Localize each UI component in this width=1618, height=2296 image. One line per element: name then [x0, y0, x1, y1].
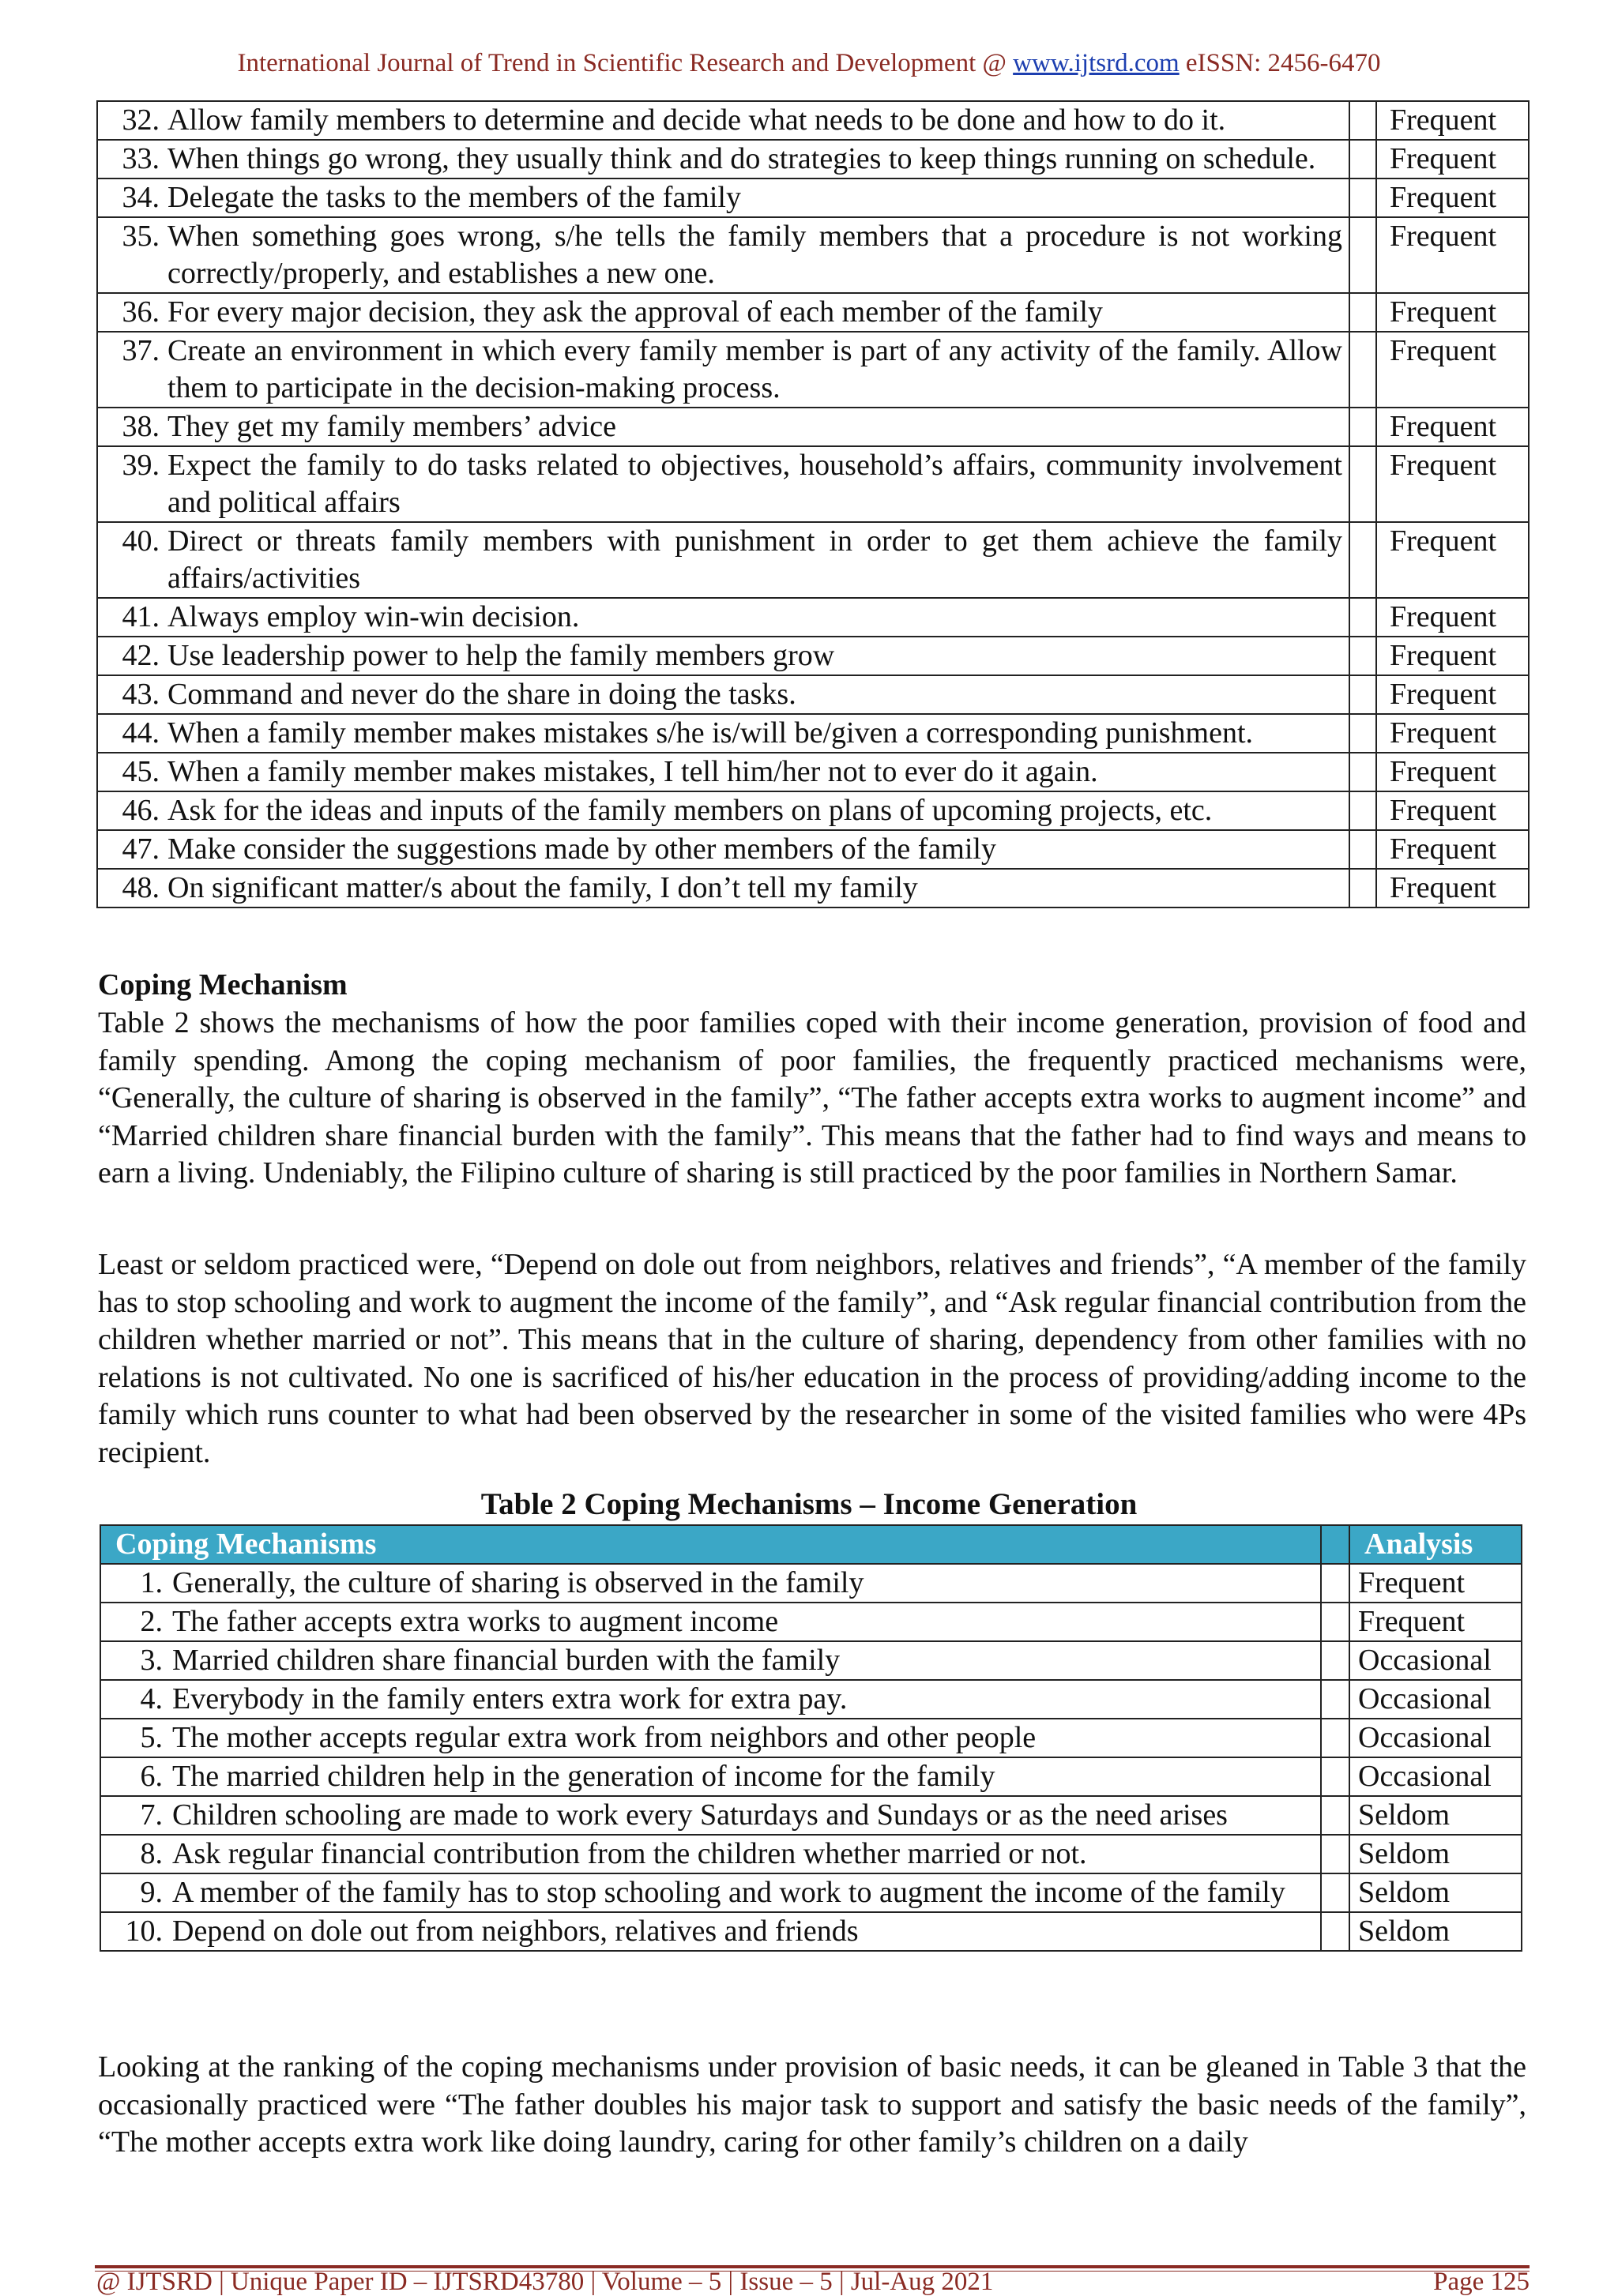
item-cell — [97, 791, 1349, 830]
item-text: When a family member makes mistakes, I tell him/her not to ever do it again. — [167, 755, 1098, 788]
item-wrapper — [104, 523, 1342, 597]
item-cell — [97, 140, 1349, 178]
item-wrapper — [104, 599, 1342, 636]
table-row — [100, 1757, 1522, 1796]
mechanism-cell — [100, 1603, 1321, 1641]
analysis-cell: Frequent — [1376, 598, 1529, 637]
page-footer — [96, 2268, 1530, 2296]
blank-cell — [1349, 714, 1376, 753]
item-cell — [97, 830, 1349, 869]
table-row — [97, 446, 1529, 522]
mechanism-number: 7. — [140, 1798, 163, 1832]
analysis-cell: Frequent — [1376, 522, 1529, 598]
blank-cell — [1349, 178, 1376, 217]
table-row — [100, 1835, 1522, 1873]
table-row — [100, 1796, 1522, 1835]
analysis-cell: Frequent — [1376, 791, 1529, 830]
mechanism-cell — [100, 1873, 1321, 1912]
item-number: 36. — [122, 295, 160, 329]
analysis-cell: Frequent — [1376, 140, 1529, 178]
item-wrapper — [104, 753, 1342, 791]
closing-paragraph: Looking at the ranking of the coping mechanisms under provision of basic needs, it can be gleaned in Table 3 that the occasionally practiced were “The father doubles his major task to support and satisfy the basic needs of the family”, “The mother accepts extra work like doing laundry, caring for other family’s children on a daily — [98, 2050, 1526, 2159]
mechanism-text: Everybody in the family enters extra work for extra pay. — [172, 1682, 848, 1715]
table-row — [97, 217, 1529, 293]
blank-cell — [1349, 522, 1376, 598]
item-cell — [97, 446, 1349, 522]
mechanism-text: The married children help in the generation of income for the family — [172, 1760, 995, 1793]
item-number: 41. — [122, 600, 160, 633]
analysis-cell: Occasional — [1349, 1680, 1522, 1719]
item-number: 46. — [122, 794, 160, 827]
mechanism-number: 5. — [140, 1721, 163, 1754]
mechanism-number: 4. — [140, 1682, 163, 1715]
table-row — [97, 293, 1529, 332]
analysis-cell: Frequent — [1376, 217, 1529, 293]
mechanism-number: 8. — [140, 1837, 163, 1870]
table-row — [97, 408, 1529, 446]
mechanism-cell — [100, 1680, 1321, 1719]
item-text: They get my family members’ advice — [167, 410, 617, 443]
item-text: Expect the family to do tasks related to objectives, household’s affairs, community involvement and political affairs — [167, 449, 1342, 519]
mechanism-number: 2. — [140, 1605, 163, 1638]
mechanism-text: Ask regular financial contribution from the children whether married or not. — [172, 1837, 1087, 1870]
mechanism-wrapper — [107, 1642, 1314, 1679]
item-text: On significant matter/s about the family, I don’t tell my family — [167, 871, 918, 904]
item-number: 35. — [122, 220, 160, 253]
mechanism-cell — [100, 1719, 1321, 1757]
table-row — [97, 830, 1529, 869]
mechanism-text: Children schooling are made to work every Saturdays and Sundays or as the need arises — [172, 1798, 1228, 1832]
mechanism-number: 10. — [125, 1915, 163, 1948]
journal-url-link[interactable]: www.ijtsrd.com — [1013, 49, 1180, 77]
table-row — [100, 1873, 1522, 1912]
item-number: 48. — [122, 871, 160, 904]
analysis-cell: Frequent — [1376, 830, 1529, 869]
header-coping-mechanisms: Coping Mechanisms — [100, 1525, 1321, 1564]
analysis-cell: Frequent — [1376, 332, 1529, 408]
item-wrapper — [104, 831, 1342, 868]
mechanism-cell — [100, 1796, 1321, 1835]
analysis-cell: Frequent — [1376, 753, 1529, 791]
analysis-cell: Frequent — [1376, 637, 1529, 675]
table-row — [97, 178, 1529, 217]
analysis-cell: Frequent — [1376, 714, 1529, 753]
blank-cell — [1321, 1719, 1349, 1757]
item-wrapper — [104, 447, 1342, 521]
table-row — [100, 1603, 1522, 1641]
mechanism-number: 1. — [140, 1566, 163, 1599]
mechanism-text: A member of the family has to stop schooling and work to augment the income of the family — [172, 1876, 1285, 1909]
table-row — [97, 332, 1529, 408]
header-analysis: Analysis — [1349, 1525, 1522, 1564]
table-row — [100, 1912, 1522, 1951]
item-number: 47. — [122, 832, 160, 866]
coping-mechanisms-table — [100, 1524, 1522, 1952]
item-cell — [97, 408, 1349, 446]
mechanism-number: 3. — [140, 1644, 163, 1677]
blank-cell — [1321, 1564, 1349, 1603]
mechanism-wrapper — [107, 1565, 1314, 1602]
analysis-cell: Occasional — [1349, 1641, 1522, 1680]
item-text: Ask for the ideas and inputs of the family members on plans of upcoming projects, etc. — [167, 794, 1213, 827]
blank-cell — [1349, 408, 1376, 446]
mechanism-text: The father accepts extra works to augment income — [172, 1605, 779, 1638]
table-row — [97, 598, 1529, 637]
item-wrapper — [104, 715, 1342, 752]
mechanism-text: Depend on dole out from neighbors, relatives and friends — [172, 1915, 859, 1948]
analysis-cell: Occasional — [1349, 1719, 1522, 1757]
mechanism-text: Married children share financial burden with the family — [172, 1644, 841, 1677]
analysis-cell: Frequent — [1376, 408, 1529, 446]
table-header-row — [100, 1525, 1522, 1564]
mechanism-wrapper — [107, 1603, 1314, 1640]
blank-cell — [1349, 675, 1376, 714]
table-row — [97, 675, 1529, 714]
item-cell — [97, 101, 1349, 140]
paragraph-1: Table 2 shows the mechanisms of how the poor families coped with their income generation, provision of food and family spending. Among the coping mechanism of poor families, the frequently practiced mechanisms were, “Generally, the culture of sharing is observed in the family”, “The father accepts extra works to augment income” and “Married children share financial burden with the family”. This means that the father had to find ways and means to earn a living. Undeniably, the Filipino culture of sharing is still practiced by the poor families in Northern Samar. — [98, 1006, 1526, 1189]
item-wrapper — [104, 102, 1342, 139]
blank-cell — [1349, 830, 1376, 869]
header-issn: eISSN: 2456-6470 — [1179, 49, 1381, 77]
blank-cell — [1349, 446, 1376, 522]
item-cell — [97, 714, 1349, 753]
analysis-cell: Frequent — [1349, 1564, 1522, 1603]
mechanism-wrapper — [107, 1797, 1314, 1834]
blank-cell — [1349, 637, 1376, 675]
blank-cell — [1321, 1796, 1349, 1835]
mechanism-cell — [100, 1564, 1321, 1603]
mechanism-text: The mother accepts regular extra work from neighbors and other people — [172, 1721, 1037, 1754]
item-cell — [97, 675, 1349, 714]
mechanism-cell — [100, 1757, 1321, 1796]
item-text: Always employ win-win decision. — [167, 600, 580, 633]
blank-cell — [1349, 332, 1376, 408]
page-number: Page 125 — [1433, 2268, 1530, 2296]
item-wrapper — [104, 333, 1342, 407]
item-wrapper — [104, 792, 1342, 829]
table-row — [97, 140, 1529, 178]
mechanism-number: 9. — [140, 1876, 163, 1909]
blank-cell — [1321, 1912, 1349, 1951]
item-cell — [97, 637, 1349, 675]
item-number: 37. — [122, 334, 160, 367]
item-text: Create an environment in which every family member is part of any activity of the family. Allow them to participate in the decision-making process. — [167, 334, 1342, 404]
blank-cell — [1349, 140, 1376, 178]
analysis-cell: Occasional — [1349, 1757, 1522, 1796]
item-wrapper — [104, 179, 1342, 216]
item-number: 43. — [122, 678, 160, 711]
item-text: When something goes wrong, s/he tells the family members that a procedure is not working correctly/properly, and establishes a new one. — [167, 220, 1342, 290]
footer-citation: @ IJTSRD | Unique Paper ID – IJTSRD43780 | Volume – 5 | Issue – 5 | Jul-Aug 2021 — [96, 2268, 994, 2296]
mechanism-cell — [100, 1641, 1321, 1680]
item-text: For every major decision, they ask the approval of each member of the family — [167, 295, 1103, 329]
item-text: Delegate the tasks to the members of the family — [167, 181, 741, 214]
item-text: Allow family members to determine and decide what needs to be done and how to do it. — [167, 103, 1226, 137]
blank-cell — [1349, 753, 1376, 791]
item-cell — [97, 598, 1349, 637]
header-text: International Journal of Trend in Scientific Research and Development @ — [237, 49, 1014, 77]
table-2-title: Table 2 Coping Mechanisms – Income Generation — [480, 1487, 1138, 1521]
journal-header — [0, 49, 1618, 78]
mechanism-wrapper — [107, 1758, 1314, 1795]
item-cell — [97, 753, 1349, 791]
item-text: When a family member makes mistakes s/he is/will be/given a corresponding punishment. — [167, 716, 1254, 750]
item-cell — [97, 332, 1349, 408]
table-row — [100, 1641, 1522, 1680]
blank-cell — [1321, 1603, 1349, 1641]
blank-cell — [1349, 217, 1376, 293]
blank-cell — [1321, 1835, 1349, 1873]
item-number: 32. — [122, 103, 160, 137]
blank-cell — [1321, 1757, 1349, 1796]
item-wrapper — [104, 870, 1342, 907]
analysis-cell: Frequent — [1376, 101, 1529, 140]
mechanism-number: 6. — [140, 1760, 163, 1793]
item-text: Make consider the suggestions made by other members of the family — [167, 832, 996, 866]
table-row — [97, 869, 1529, 908]
mechanism-wrapper — [107, 1681, 1314, 1718]
mechanism-wrapper — [107, 1836, 1314, 1873]
table-row — [100, 1719, 1522, 1757]
item-number: 44. — [122, 716, 160, 750]
table-row — [100, 1564, 1522, 1603]
analysis-cell: Seldom — [1349, 1835, 1522, 1873]
item-wrapper — [104, 637, 1342, 675]
blank-cell — [1321, 1680, 1349, 1719]
item-number: 39. — [122, 449, 160, 482]
item-wrapper — [104, 141, 1342, 178]
item-cell — [97, 869, 1349, 908]
analysis-cell: Frequent — [1376, 675, 1529, 714]
item-wrapper — [104, 676, 1342, 713]
mechanism-wrapper — [107, 1874, 1314, 1911]
table-row — [97, 753, 1529, 791]
item-number: 40. — [122, 524, 160, 558]
item-wrapper — [104, 294, 1342, 331]
analysis-cell: Frequent — [1376, 446, 1529, 522]
blank-cell — [1349, 791, 1376, 830]
blank-cell — [1349, 598, 1376, 637]
analysis-cell: Frequent — [1349, 1603, 1522, 1641]
mechanism-cell — [100, 1912, 1321, 1951]
item-number: 42. — [122, 639, 160, 672]
analysis-cell: Seldom — [1349, 1873, 1522, 1912]
analysis-cell: Seldom — [1349, 1912, 1522, 1951]
item-text: Direct or threats family members with punishment in order to get them achieve the family affairs/activities — [167, 524, 1342, 595]
table-row — [97, 791, 1529, 830]
leadership-table-continued — [96, 100, 1530, 908]
blank-cell — [1321, 1641, 1349, 1680]
item-number: 34. — [122, 181, 160, 214]
mechanism-text: Generally, the culture of sharing is observed in the family — [172, 1566, 864, 1599]
item-number: 45. — [122, 755, 160, 788]
table-row — [97, 101, 1529, 140]
item-cell — [97, 293, 1349, 332]
section-title: Coping Mechanism — [98, 968, 348, 1001]
item-wrapper — [104, 218, 1342, 292]
mechanism-wrapper — [107, 1913, 1314, 1950]
item-number: 33. — [122, 142, 160, 175]
blank-cell — [1349, 101, 1376, 140]
analysis-cell: Seldom — [1349, 1796, 1522, 1835]
analysis-cell: Frequent — [1376, 293, 1529, 332]
item-text: Use leadership power to help the family members grow — [167, 639, 835, 672]
mechanism-cell — [100, 1835, 1321, 1873]
analysis-cell: Frequent — [1376, 869, 1529, 908]
analysis-cell: Frequent — [1376, 178, 1529, 217]
table-row — [97, 637, 1529, 675]
item-cell — [97, 522, 1349, 598]
item-cell — [97, 178, 1349, 217]
item-text: Command and never do the share in doing the tasks. — [167, 678, 796, 711]
item-cell — [97, 217, 1349, 293]
paragraph-2: Least or seldom practiced were, “Depend on dole out from neighbors, relatives and friends”, “A member of the family has to stop schooling and work to augment the income of the family”, and “Ask regular financial contribution from the children whether married or not”. This means that in the culture of sharing, dependency from other families with no relations is not cultivated. No one is sacrificed of his/her education in the process of providing/adding income to the family which runs counter to what had been observed by the researcher in some of the visited families who were 4Ps recipient. — [98, 1248, 1526, 1469]
item-wrapper — [104, 408, 1342, 445]
blank-cell — [1349, 293, 1376, 332]
table-row — [100, 1680, 1522, 1719]
item-number: 38. — [122, 410, 160, 443]
blank-cell — [1349, 869, 1376, 908]
blank-cell — [1321, 1873, 1349, 1912]
header-blank-cell — [1321, 1525, 1349, 1564]
table-row — [97, 522, 1529, 598]
item-text: When things go wrong, they usually think and do strategies to keep things running on schedule. — [167, 142, 1316, 175]
mechanism-wrapper — [107, 1719, 1314, 1757]
table-row — [97, 714, 1529, 753]
